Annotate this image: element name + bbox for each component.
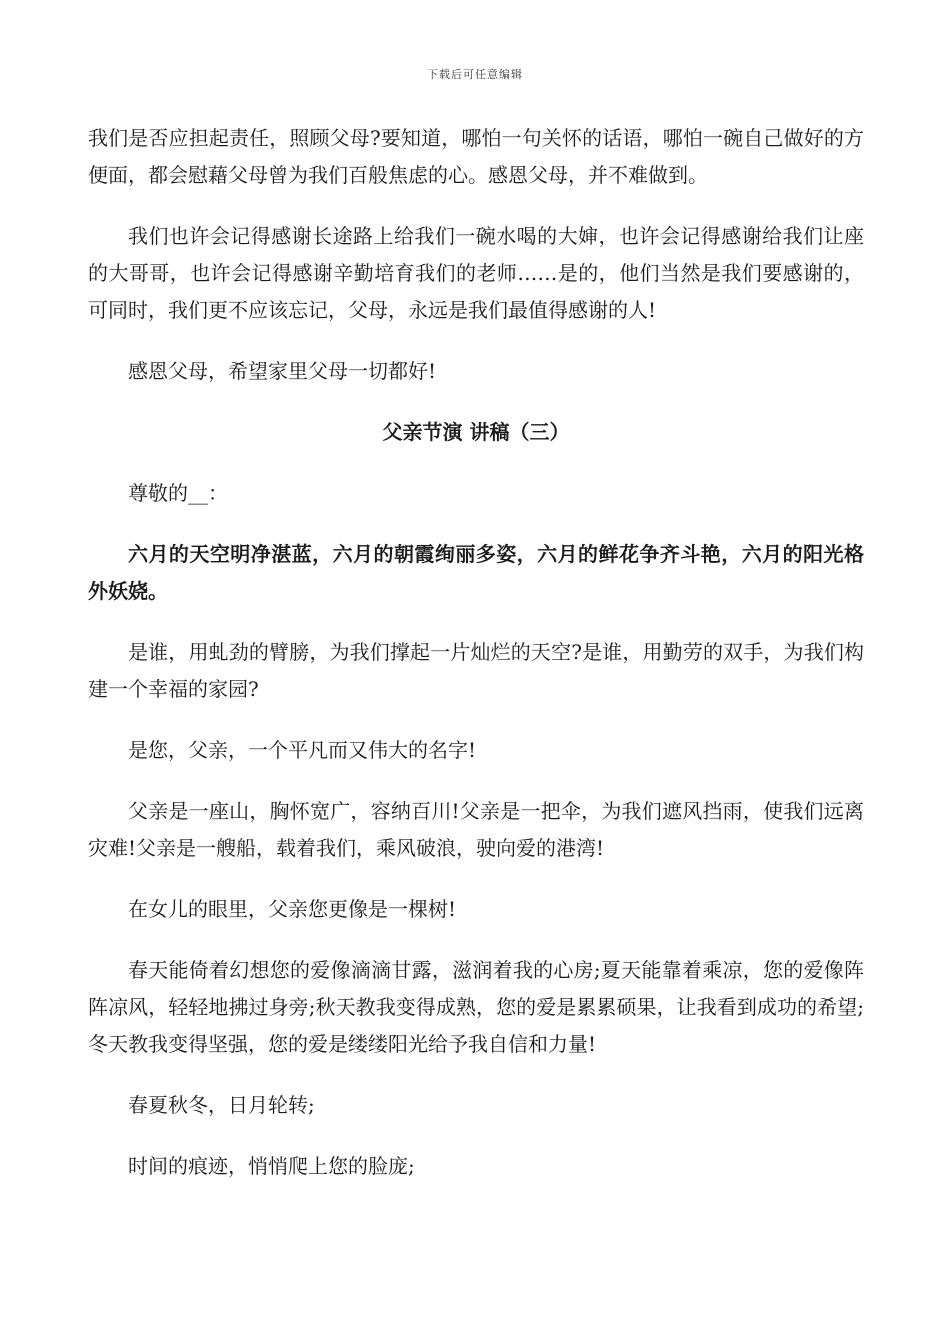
paragraph-7: 是您，父亲，一个平凡而又伟大的名字! [128, 738, 477, 762]
paragraph-12: 时间的痕迹，悄悄爬上您的脸庞; [128, 1154, 415, 1178]
paragraph-3: 感恩父母，希望家里父母一切都好! [128, 359, 437, 383]
paragraph-opening: 六月的天空明净湛蓝，六月的朝霞绚丽多姿，六月的鲜花争齐斗艳，六月的阳光格外妖娆。 [88, 542, 864, 603]
paragraph-10: 春天能倚着幻想您的爱像滴滴甘露，滋润着我的心房;夏天能靠着乘凉，您的爱像阵阵凉风，轻轻地拂过身旁;秋天教我变得成熟，您的爱是累累硕果，让我看到成功的希望;冬天教我变得坚强，您的爱是缕缕阳光给予我自信和力量! [88, 958, 864, 1056]
page-header: 下载后可任意编辑 [427, 68, 523, 81]
document-body [88, 120, 864, 1209]
paragraph-8: 父亲是一座山，胸怀宽广，容纳百川!父亲是一把伞，为我们遮风挡雨，使我们远离灾难!父亲是一艘船，载着我们，乘风破浪，驶向爱的港湾! [88, 799, 864, 860]
paragraph-1: 我们是否应担起责任，照顾父母?要知道，哪怕一句关怀的话语，哪怕一碗自己做好的方便面，都会慰藉父母曾为我们百般焦虑的心。感恩父母，并不难做到。 [88, 126, 864, 187]
paragraph-11: 春夏秋冬，日月轮转; [128, 1093, 315, 1117]
paragraph-9: 在女儿的眼里，父亲您更像是一棵树! [128, 897, 457, 921]
salutation: 尊敬的__： [128, 481, 228, 505]
section-heading: 父亲节演 讲稿（三） [382, 420, 570, 444]
paragraph-2: 我们也许会记得感谢长途路上给我们一碗水喝的大婶，也许会记得感谢给我们让座的大哥哥，也许会记得感谢辛勤培育我们的老师……是的，他们当然是我们要感谢的，可同时，我们更不应该忘记，父母，永远是我们最值得感谢的人! [88, 224, 864, 322]
paragraph-6: 是谁，用虬劲的臂膀，为我们撑起一片灿烂的天空?是谁，用勤劳的双手，为我们构建一个幸福的家园? [88, 640, 864, 701]
